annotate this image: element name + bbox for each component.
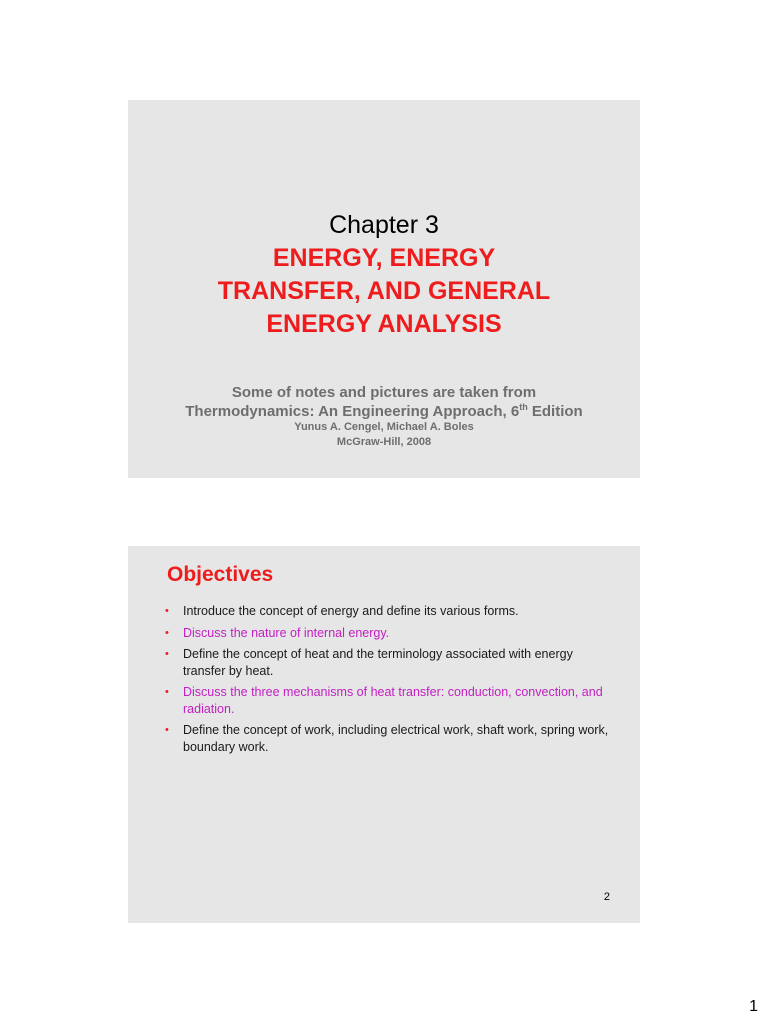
document-page-number: 1: [749, 998, 758, 1015]
chapter-title: [128, 242, 640, 341]
book-title: Thermodynamics: An Engineering Approach, 6: [185, 403, 520, 420]
bullet-icon: •: [165, 626, 169, 639]
bullet-icon: •: [165, 686, 169, 698]
edition-label: Edition: [527, 403, 583, 420]
bullet-icon: •: [165, 605, 169, 617]
objectives-slide: [128, 546, 640, 923]
chapter-title-line-1: ENERGY, ENERGY: [272, 244, 496, 272]
citation: [128, 420, 640, 450]
objective-text: Discuss the nature of internal energy.: [183, 625, 390, 640]
objective-text: Define the concept of heat and the terminology associated with energy transfer by heat.: [183, 647, 573, 678]
chapter-title-line-3: ENERGY ANALYSIS: [266, 310, 502, 338]
source-note-line-2: [128, 402, 640, 421]
objective-item: [165, 625, 615, 642]
publisher: McGraw-Hill, 2008: [336, 436, 432, 448]
bullet-icon: •: [165, 648, 169, 660]
source-note: [128, 383, 640, 421]
objective-item: [165, 646, 615, 679]
objective-text: Discuss the three mechanisms of heat transfer: conduction, convection, and radiation.: [183, 685, 603, 716]
objective-text: Define the concept of work, including electrical work, shaft work, spring work, boundary work.: [183, 723, 609, 754]
chapter-label: Chapter 3: [329, 211, 439, 239]
objectives-heading: Objectives: [167, 563, 274, 586]
authors: Yunus A. Cengel, Michael A. Boles: [294, 421, 474, 433]
chapter-title-line-2: TRANSFER, AND GENERAL: [217, 277, 551, 305]
objective-item: [165, 603, 615, 620]
objective-item: [165, 684, 615, 717]
title-slide: [128, 100, 640, 478]
objective-text: Introduce the concept of energy and define its various forms.: [183, 604, 519, 618]
slide-page-number: 2: [603, 891, 610, 903]
edition-superscript: th: [519, 402, 528, 412]
objectives-list: [165, 603, 615, 760]
bullet-icon: •: [165, 724, 169, 736]
source-note-line-1: Some of notes and pictures are taken from: [231, 384, 537, 401]
objective-item: [165, 722, 615, 755]
